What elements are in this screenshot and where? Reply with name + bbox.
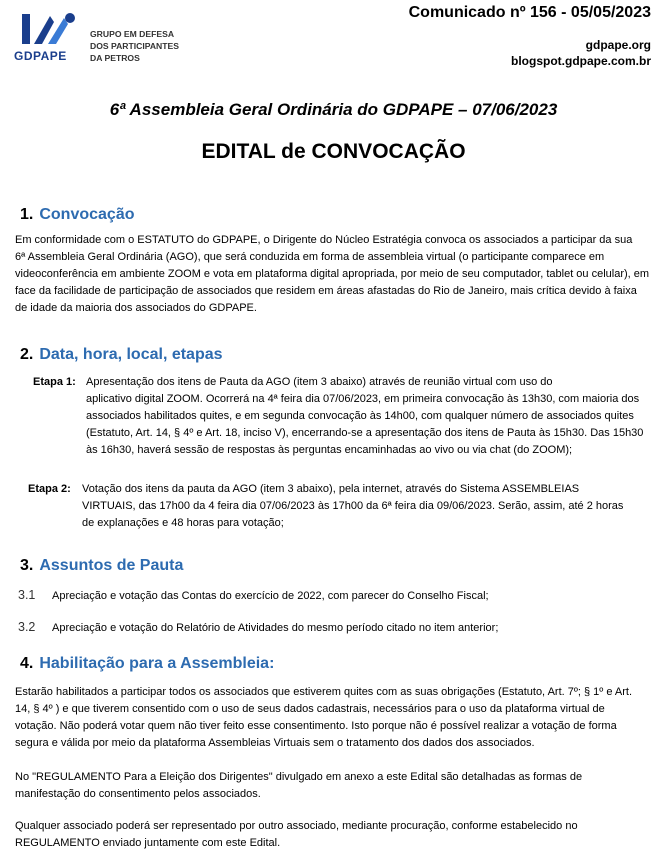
section-heading: 3. Assuntos de Pauta	[20, 557, 184, 574]
convocacao-paragraph: Em conformidade com o ESTATUTO do GDPAPE, o Dirigente do Núcleo Estratégia convoca os associados a participar da sua 6ª Assembleia Geral Ordinária (AGO), que será conduzida em forma de assembleia virtual (o participante comparece em videoconferência em ambiente ZOOM e vota em plataforma digital apropriada, por meio de seu computador, tablet ou celular), em face da facilidade de participação de associados que residem em áreas afastadas do Rio de Janeiro, mais crítica devido à faixa de idade da maioria dos associados do GDPAPE.	[15, 234, 650, 314]
etapa-1-text: Apresentação dos itens de Pauta da AGO (item 3 abaixo) através de reunião virtual com uso do aplicativo digital ZOOM. Ocorrerá na 4ª feira dia 07/06/2023, em primeira convocação às 13h30, com maioria dos associados habilitados quites, e em segunda convocação às 14h00, com qualquer número de associados quites (Estatuto, Art. 14, § 4º e Art. 18, inciso V), encerrando-se a apresentação dos itens de Pauta às 15h30. Das 15h30 às 16h30, haverá sessão de respostas às perguntas encaminhadas ao vivo ou via chat (do ZOOM);	[86, 376, 644, 456]
habilitacao-paragraph: Estarão habilitados a participar todos os associados que estiverem quites com as suas obrigações (Estatuto, Art. 7º; § 1º e Art. 14, § 4º ) e que tiverem consentido com o uso de seus dados cadastrais, necessários para o uso da plataforma virtual de votação. Não poderá votar quem não tiver feito esse consentimento. Isto porque não é possível realizar a votação de forma segura e válida por meio da plataforma Assembleias Virtuais sem o tratamento dos dados dos associados.	[15, 686, 633, 749]
assembly-title: 6ª Assembleia Geral Ordinária do GDPAPE – 07/06/2023	[109, 100, 558, 119]
section-heading: 4. Habilitação para a Assembleia:	[20, 655, 275, 672]
section-heading: 2. Data, hora, local, etapas	[20, 346, 223, 363]
blog-link[interactable]: blogspot.gdpape.com.br	[511, 54, 651, 68]
pauta-item: 3.1 Apreciação e votação das Contas do exercício de 2022, com parecer do Conselho Fiscal;	[18, 588, 489, 602]
site-link[interactable]: gdpape.org	[585, 38, 651, 52]
page-title: EDITAL de CONVOCAÇÃO	[201, 140, 466, 163]
logo-name: GDPAPE	[14, 49, 67, 63]
comunicado-number: Comunicado nº 156 - 05/05/2023	[408, 4, 651, 21]
section-heading: 1. Convocação	[20, 206, 135, 223]
regulamento-paragraph: No "REGULAMENTO Para a Eleição dos Dirigentes" divulgado em anexo a este Edital são detalhadas as formas de manifestação do consentimento pelos associados.	[15, 771, 583, 800]
etapa-2-label: Etapa 2:	[28, 483, 71, 495]
etapa-1-label: Etapa 1:	[33, 376, 76, 388]
etapa-2-text: Votação dos itens da pauta da AGO (item 3 abaixo), pela internet, através do Sistema ASSEMBLEIAS VIRTUAIS, das 17h00 da 4 feira dia 07/06/2023 às 17h00 da 6ª feira dia 09/06/2023. Serão, assim, até 2 horas de explanações e 48 horas para votação;	[82, 483, 624, 529]
pauta-item: 3.2 Apreciação e votação do Relatório de Atividades do mesmo período citado no item anterior;	[18, 620, 499, 634]
org-name: GRUPO EM DEFESA DOS PARTICIPANTES DA PETROS	[90, 29, 179, 63]
procuracao-paragraph: Qualquer associado poderá ser representado por outro associado, mediante procuração, conforme estabelecido no REGULAMENTO enviado juntamente com este Edital.	[15, 820, 578, 849]
